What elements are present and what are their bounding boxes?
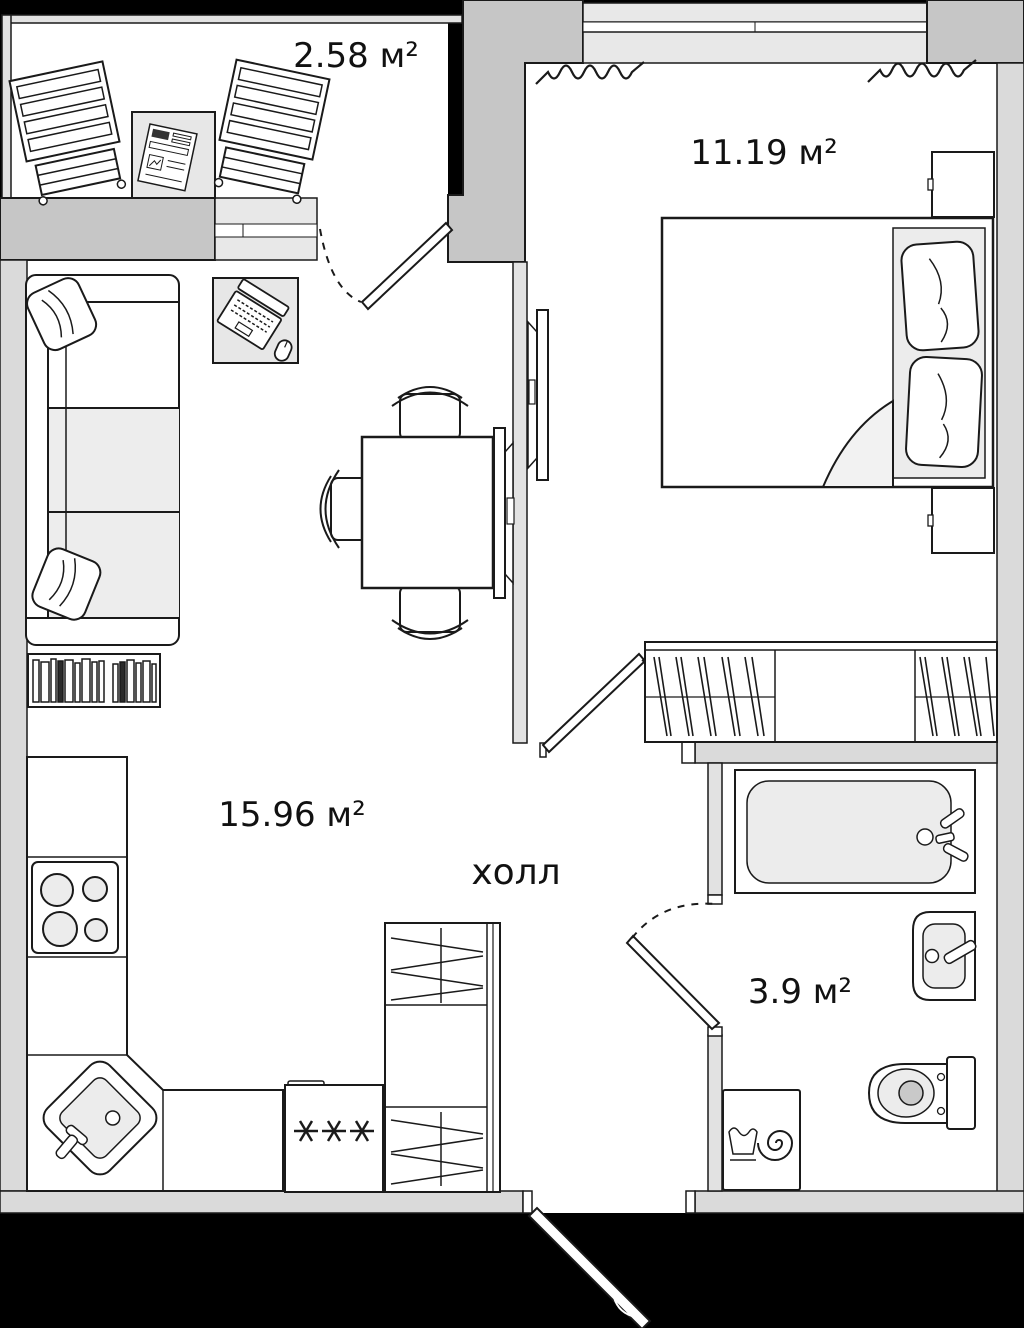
balcony-wall-top (2, 15, 462, 23)
balcony-wall-left (2, 15, 11, 198)
wall-bathroom-left-lower (708, 1035, 722, 1191)
fridge-icon (285, 1081, 383, 1192)
pillow-icon (905, 356, 983, 468)
washing-machine-icon (723, 1090, 800, 1190)
hall-name-label: холл (471, 852, 561, 893)
washbasin-icon (913, 912, 977, 1000)
wall-bottom-right (695, 1191, 1024, 1213)
dining-table (362, 437, 493, 588)
bedroom-window (583, 3, 927, 63)
bedside-cabinet (928, 488, 994, 553)
wall-bottom-left (0, 1191, 523, 1213)
bathtub-icon (735, 770, 975, 893)
dining-chair (392, 387, 468, 440)
bathroom-area-label: 3.9 м² (747, 972, 853, 1012)
wall-left (0, 260, 27, 1191)
wall-living-bedroom (513, 262, 527, 743)
sofa (23, 274, 179, 645)
bedroom-closet (645, 642, 997, 742)
tv-icon (528, 310, 548, 480)
desk (213, 278, 298, 363)
wall-right (997, 63, 1024, 1213)
balcony-table (132, 112, 215, 198)
bedroom-area-label: 11.19 м² (690, 133, 838, 173)
bedside-cabinet (928, 152, 994, 217)
hall-wardrobe (385, 923, 500, 1192)
wall-corner-topright (927, 0, 1024, 63)
wall-bathroom-top (695, 742, 997, 763)
hall (385, 923, 500, 1192)
tv-icon (494, 428, 514, 598)
toilet-icon (869, 1057, 975, 1129)
wall-balcony-band (0, 198, 215, 260)
double-bed (662, 218, 993, 487)
balcony-area-label: 2.58 м² (293, 36, 419, 76)
wall-bathroom-left-upper (708, 763, 722, 895)
pillow-icon (900, 241, 979, 352)
balcony-window (215, 198, 317, 260)
stove-icon (32, 862, 118, 953)
dining-chair (392, 586, 468, 639)
bookshelf (28, 654, 160, 707)
living-area-label: 15.96 м² (218, 795, 366, 835)
